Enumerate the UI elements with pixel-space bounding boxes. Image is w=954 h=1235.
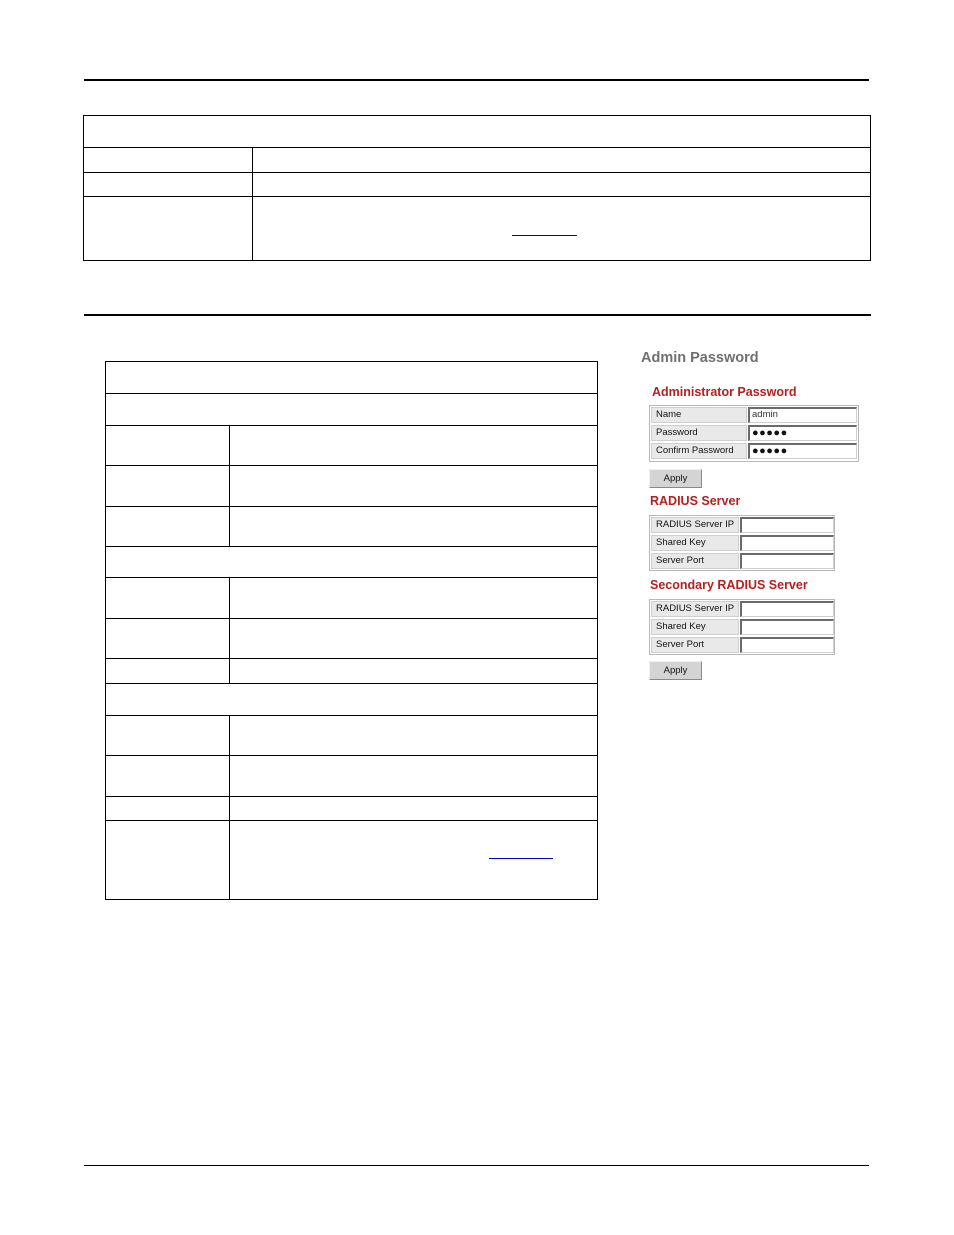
secondary-radius-server-form — [649, 599, 835, 655]
top-table-row — [84, 172, 870, 196]
link-underline[interactable] — [512, 235, 577, 236]
secondary-shared-key-input[interactable] — [740, 619, 834, 635]
administrator-password-form — [649, 405, 859, 462]
settings-table — [105, 361, 598, 900]
table-row — [106, 506, 597, 507]
table-row — [106, 658, 597, 659]
footer-rule — [84, 1165, 869, 1166]
radius-server-heading: RADIUS Server — [650, 494, 741, 508]
secondary-radius-server-ip-row — [650, 600, 834, 618]
table-row — [106, 715, 597, 716]
name-label: Name — [651, 407, 747, 423]
radius-server-ip-label: RADIUS Server IP — [651, 517, 739, 533]
shared-key-input[interactable] — [740, 535, 834, 551]
password-label: Password — [651, 425, 747, 441]
shared-key-row — [650, 534, 834, 552]
radius-server-ip-input[interactable] — [740, 517, 834, 533]
apply-button[interactable]: Apply — [649, 661, 702, 680]
table-row — [106, 465, 597, 466]
confirm-password-label: Confirm Password — [651, 443, 747, 459]
table-divider — [229, 425, 230, 546]
table-row — [106, 820, 597, 821]
table-row — [106, 683, 597, 684]
top-table-row — [84, 196, 870, 261]
password-input[interactable]: ●●●●● — [748, 425, 857, 441]
link-underline[interactable] — [489, 858, 553, 859]
secondary-radius-server-heading: Secondary RADIUS Server — [650, 578, 808, 592]
table-row — [106, 796, 597, 797]
secondary-server-port-row — [650, 636, 834, 654]
table-divider — [229, 577, 230, 683]
secondary-server-port-input[interactable] — [740, 637, 834, 653]
server-port-row — [650, 552, 834, 570]
table-row — [106, 755, 597, 756]
shared-key-label: Shared Key — [651, 535, 739, 551]
radius-server-ip-row — [650, 516, 834, 534]
table-row — [106, 393, 597, 394]
section-rule — [84, 314, 871, 316]
radius-server-form — [649, 515, 835, 571]
password-row — [650, 424, 858, 442]
table-row — [106, 618, 597, 619]
admin-password-panel — [636, 345, 876, 690]
table-divider — [229, 715, 230, 900]
panel-title: Admin Password — [641, 350, 759, 366]
server-port-input[interactable] — [740, 553, 834, 569]
top-table — [83, 115, 871, 261]
apply-button[interactable]: Apply — [649, 469, 702, 488]
administrator-password-heading: Administrator Password — [652, 385, 797, 399]
top-table-divider — [252, 147, 253, 261]
top-table-row — [84, 147, 870, 172]
secondary-shared-key-row — [650, 618, 834, 636]
table-row — [106, 546, 597, 547]
secondary-server-port-label: Server Port — [651, 637, 739, 653]
name-input[interactable]: admin — [748, 407, 857, 423]
name-row — [650, 406, 858, 424]
secondary-radius-server-ip-label: RADIUS Server IP — [651, 601, 739, 617]
header-rule — [84, 79, 869, 81]
confirm-password-input[interactable]: ●●●●● — [748, 443, 857, 459]
table-row — [106, 425, 597, 426]
confirm-password-row — [650, 442, 858, 460]
secondary-shared-key-label: Shared Key — [651, 619, 739, 635]
server-port-label: Server Port — [651, 553, 739, 569]
table-row — [106, 577, 597, 578]
secondary-radius-server-ip-input[interactable] — [740, 601, 834, 617]
